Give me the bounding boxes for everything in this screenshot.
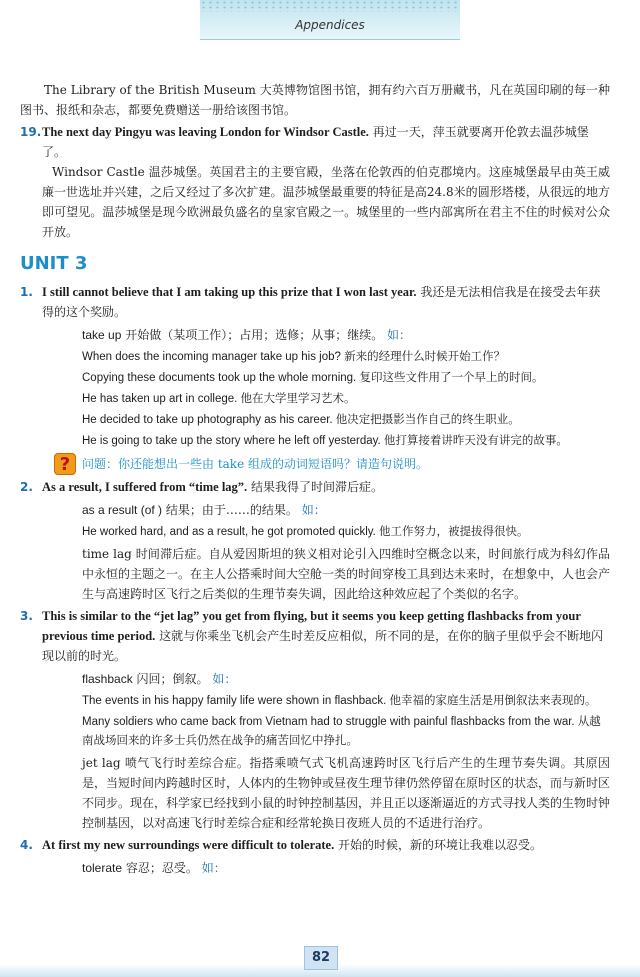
definition: 容忍；忍受。 xyxy=(125,861,198,875)
item-4 xyxy=(20,835,610,855)
example-sentence: The events in his happy family life were shown in flashback. 他幸福的家庭生活是用倒叙法来表现的。 xyxy=(82,695,597,707)
example-sentence: When does the incoming manager take up his job? 新来的经理什么时候开始工作？ xyxy=(82,351,506,363)
definition: 开始做（某项工作）；占用；选修；从事；继续。 xyxy=(125,328,384,342)
item-chinese: 再过一天，萍玉就要离开伦敦去温莎城堡了。 xyxy=(42,125,589,159)
term-definition xyxy=(20,500,610,520)
term-definition xyxy=(20,325,610,345)
term: flashback xyxy=(82,672,133,686)
example-sentence: Many soldiers who came back from Vietnam had to struggle with painful flashbacks from the war. 从越南战场回来的许多士兵仍然在战争的痛苦回忆中挣扎。 xyxy=(82,716,601,747)
term: take up xyxy=(82,328,122,342)
item-english: At first my new surroundings were difficult to tolerate. xyxy=(42,838,335,852)
item-1 xyxy=(20,282,610,322)
jet-lag-note: jet lag 喷气飞行时差综合症。指搭乘喷气式飞机高速跨时区飞行后产生的生理节奏失调。其原因是，当短时间内跨越时区时，人体内的生物钟或昼夜生理节律仍然停留在原时区的状态，而与新时区不同步。现在，科学家已经找到小鼠的时钟控制基因，并且正以逐渐逼近的方式寻找人类的生物时钟控制基因，以对高速飞行时差综合症和经常轮换日夜班人员的不适进行治疗。 xyxy=(82,756,611,830)
question-mark-icon: ? xyxy=(54,453,76,475)
example-sentence: Copying these documents took up the whole morning. 复印这些文件用了一个早上的时间。 xyxy=(82,372,544,384)
windsor-note: Windsor Castle 温莎城堡。英国君主的主要官殿，坐落在伦敦西的伯克郡境内。这座城堡最早由英王威廉一世选址并兴建，之后又经过了多次扩建。温莎城堡最重要的特征是高24.8米的圆形塔楼，从很远的地方即可望见。温莎城堡是现今欧洲最负盛名的皇家官殿之一。城堡里的一些内部寓所在君主不住的时候对公众开放。 xyxy=(42,165,610,239)
definition: 闪回；倒叙。 xyxy=(136,672,209,686)
item-chinese: 我还是无法相信我是在接受去年获得的这个奖励。 xyxy=(42,285,601,319)
example-marker: 如： xyxy=(301,503,326,517)
library-note: The Library of the British Museum 大英博物馆图书馆，拥有约六百万册藏书，凡在英国印刷的每一种图书、报纸和杂志，都要免费赠送一册给该图书馆。 xyxy=(20,83,610,117)
term: tolerate xyxy=(82,861,123,875)
page-number: 82 xyxy=(304,946,338,970)
item-number: 4. xyxy=(20,838,33,852)
page-header-title: Appendices xyxy=(295,18,365,32)
example-sentence: He is going to take up the story where he left off yesterday. 他打算接着讲昨天没有讲完的故事。 xyxy=(82,435,568,447)
unit-title: UNIT 3 xyxy=(20,253,88,274)
item-chinese: 开始的时候，新的环境让我难以忍受。 xyxy=(338,838,543,852)
question-prompt xyxy=(20,454,610,474)
term: as a result (of ) xyxy=(82,503,163,517)
example-marker: 如： xyxy=(201,861,226,875)
definition: 结果；由于……的结果。 xyxy=(165,503,298,517)
question-text: 问题：你还能想出一些由 take 组成的动词短语吗？请造句说明。 xyxy=(82,457,428,471)
example-sentence: He decided to take up photography as his career. 他决定把摄影当作自己的终生职业。 xyxy=(82,414,520,426)
term-definition xyxy=(20,858,610,878)
item-chinese: 这就与你乘坐飞机会产生时差反应相似，所不同的是，在你的脑子里似乎会不断地闪现以前的时光。 xyxy=(42,629,604,663)
example-marker: 如： xyxy=(387,328,412,342)
example-sentence: He worked hard, and as a result, he got promoted quickly. 他工作努力，被提拔得很快。 xyxy=(82,526,529,538)
item-english: As a result, I suffered from “time lag”. xyxy=(42,480,248,494)
item-3 xyxy=(20,606,610,666)
item-number: 19. xyxy=(20,125,42,139)
item-2 xyxy=(20,477,610,497)
example-marker: 如： xyxy=(212,672,237,686)
item-english: The next day Pingyu was leaving London for Windsor Castle. xyxy=(42,125,369,139)
item-chinese: 结果我得了时间滞后症。 xyxy=(251,480,384,494)
time-lag-note: time lag 时间滞后症。自从爱因斯坦的狭义相对论引入四维时空概念以来，时间旅行成为科幻作品中永恒的主题之一。在主人公搭乘时间大空舱一类的时间穿梭工具到达未来时，在想象中，人也会产生与高速跨时区飞行之后类似的生理节奏失调，因此给这种效应起了个类似的名字。 xyxy=(82,547,611,601)
example-sentence: He has taken up art in college. 他在大学里学习艺术。 xyxy=(82,393,356,405)
item-english: I still cannot believe that I am taking up this prize that I won last year. xyxy=(42,285,417,299)
term-definition xyxy=(20,669,610,689)
header-band xyxy=(200,0,460,40)
item-english: This is similar to the “jet lag” you get from flying, but it seems you keep getting flashbacks from your previous time period. xyxy=(42,609,581,643)
item-number: 1. xyxy=(20,285,33,299)
page-content xyxy=(20,80,610,881)
header-pattern xyxy=(200,0,460,12)
item-number: 2. xyxy=(20,480,33,494)
item-number: 3. xyxy=(20,609,33,623)
item-19 xyxy=(20,122,610,162)
